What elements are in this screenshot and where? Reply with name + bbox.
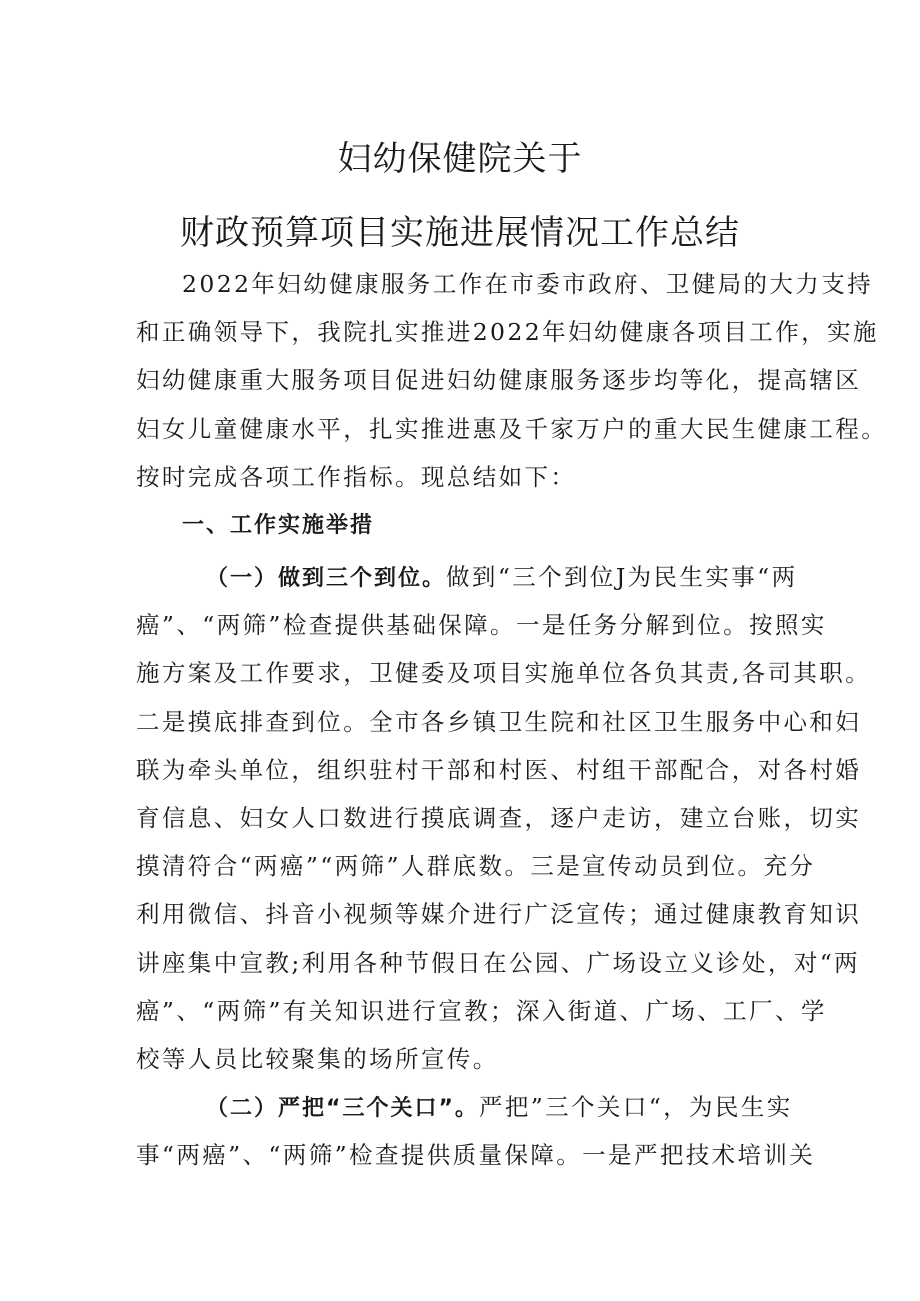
paragraph-line: 摸清符合“两癌”“两筛”人群底数。三是宣传动员到位。充分 [136, 852, 816, 881]
subsection-1-first-line [136, 553, 808, 601]
subsection-1-first-line-text: 做到“三个到位J为民生实事“两 [446, 563, 798, 591]
paragraph-line: 事“两癌”、“两筛”检查提供质量保障。一是严把技术培训关 [136, 1141, 816, 1170]
paragraph-line: 讲座集中宣教;利用各种节假日在公园、广场设立义诊处，对“两 [136, 948, 861, 977]
paragraph-line: 癌”、“两筛”有关知识进行宣教；深入街道、广场、工厂、学 [136, 996, 827, 1025]
document-title-line2: 财政预算项目实施进展情况工作总结 [180, 213, 740, 253]
paragraph-line: 育信息、妇女人口数进行摸底调查，逐户走访，建立台账，切实 [136, 803, 862, 832]
section1-heading: 一、工作实施举措 [182, 513, 375, 538]
paragraph-line: 联为牵头单位，组织驻村干部和村医、村组干部配合，对各村婚 [136, 755, 862, 784]
paragraph-line: 施方案及工作要求，卫健委及项目实施单位各负其责,各司其职。 [136, 659, 872, 688]
section-heading [136, 502, 808, 550]
document-title-line1: 妇幼保健院关于 [337, 139, 583, 179]
subsection-1-lead: （一）做到三个到位。 [206, 566, 447, 591]
paragraph-line: 校等人员比较聚集的场所宣传。 [136, 1044, 499, 1073]
paragraph-line: 和正确领导下，我院扎实推进2022年妇幼健康各项目工作，实施 [136, 318, 879, 347]
subsection-2-first-line [136, 1083, 808, 1131]
paragraph-line: 利用微信、抖音小视频等媒介进行广泛宣传；通过健康教育知识 [136, 900, 862, 929]
subsection-2-first-line-text: 严把”三个关口“，为民生实 [478, 1093, 793, 1121]
paragraph-line: 癌”、“两筛”检查提供基础保障。一是任务分解到位。按照实 [136, 611, 827, 640]
subsection-1 [136, 553, 872, 1083]
subsection-2-lead: （二）严把“三个关口”。 [206, 1096, 479, 1121]
subsection-2 [136, 1083, 816, 1179]
paragraph-line: 妇幼健康重大服务项目促进妇幼健康服务逐步均等化，提高辖区 [136, 366, 862, 395]
intro-paragraph [136, 260, 888, 501]
paragraph-line: 妇女儿童健康水平，扎实推进惠及千家万户的重大民生健康工程。 [136, 414, 888, 443]
paragraph-line: 2022年妇幼健康服务工作在市委市政府、卫健局的大力支持 [182, 270, 874, 298]
paragraph-line: 二是摸底排查到位。全市各乡镇卫生院和社区卫生服务中心和妇 [136, 707, 862, 736]
paragraph-line: 按时完成各项工作指标。现总结如下： [136, 462, 577, 491]
